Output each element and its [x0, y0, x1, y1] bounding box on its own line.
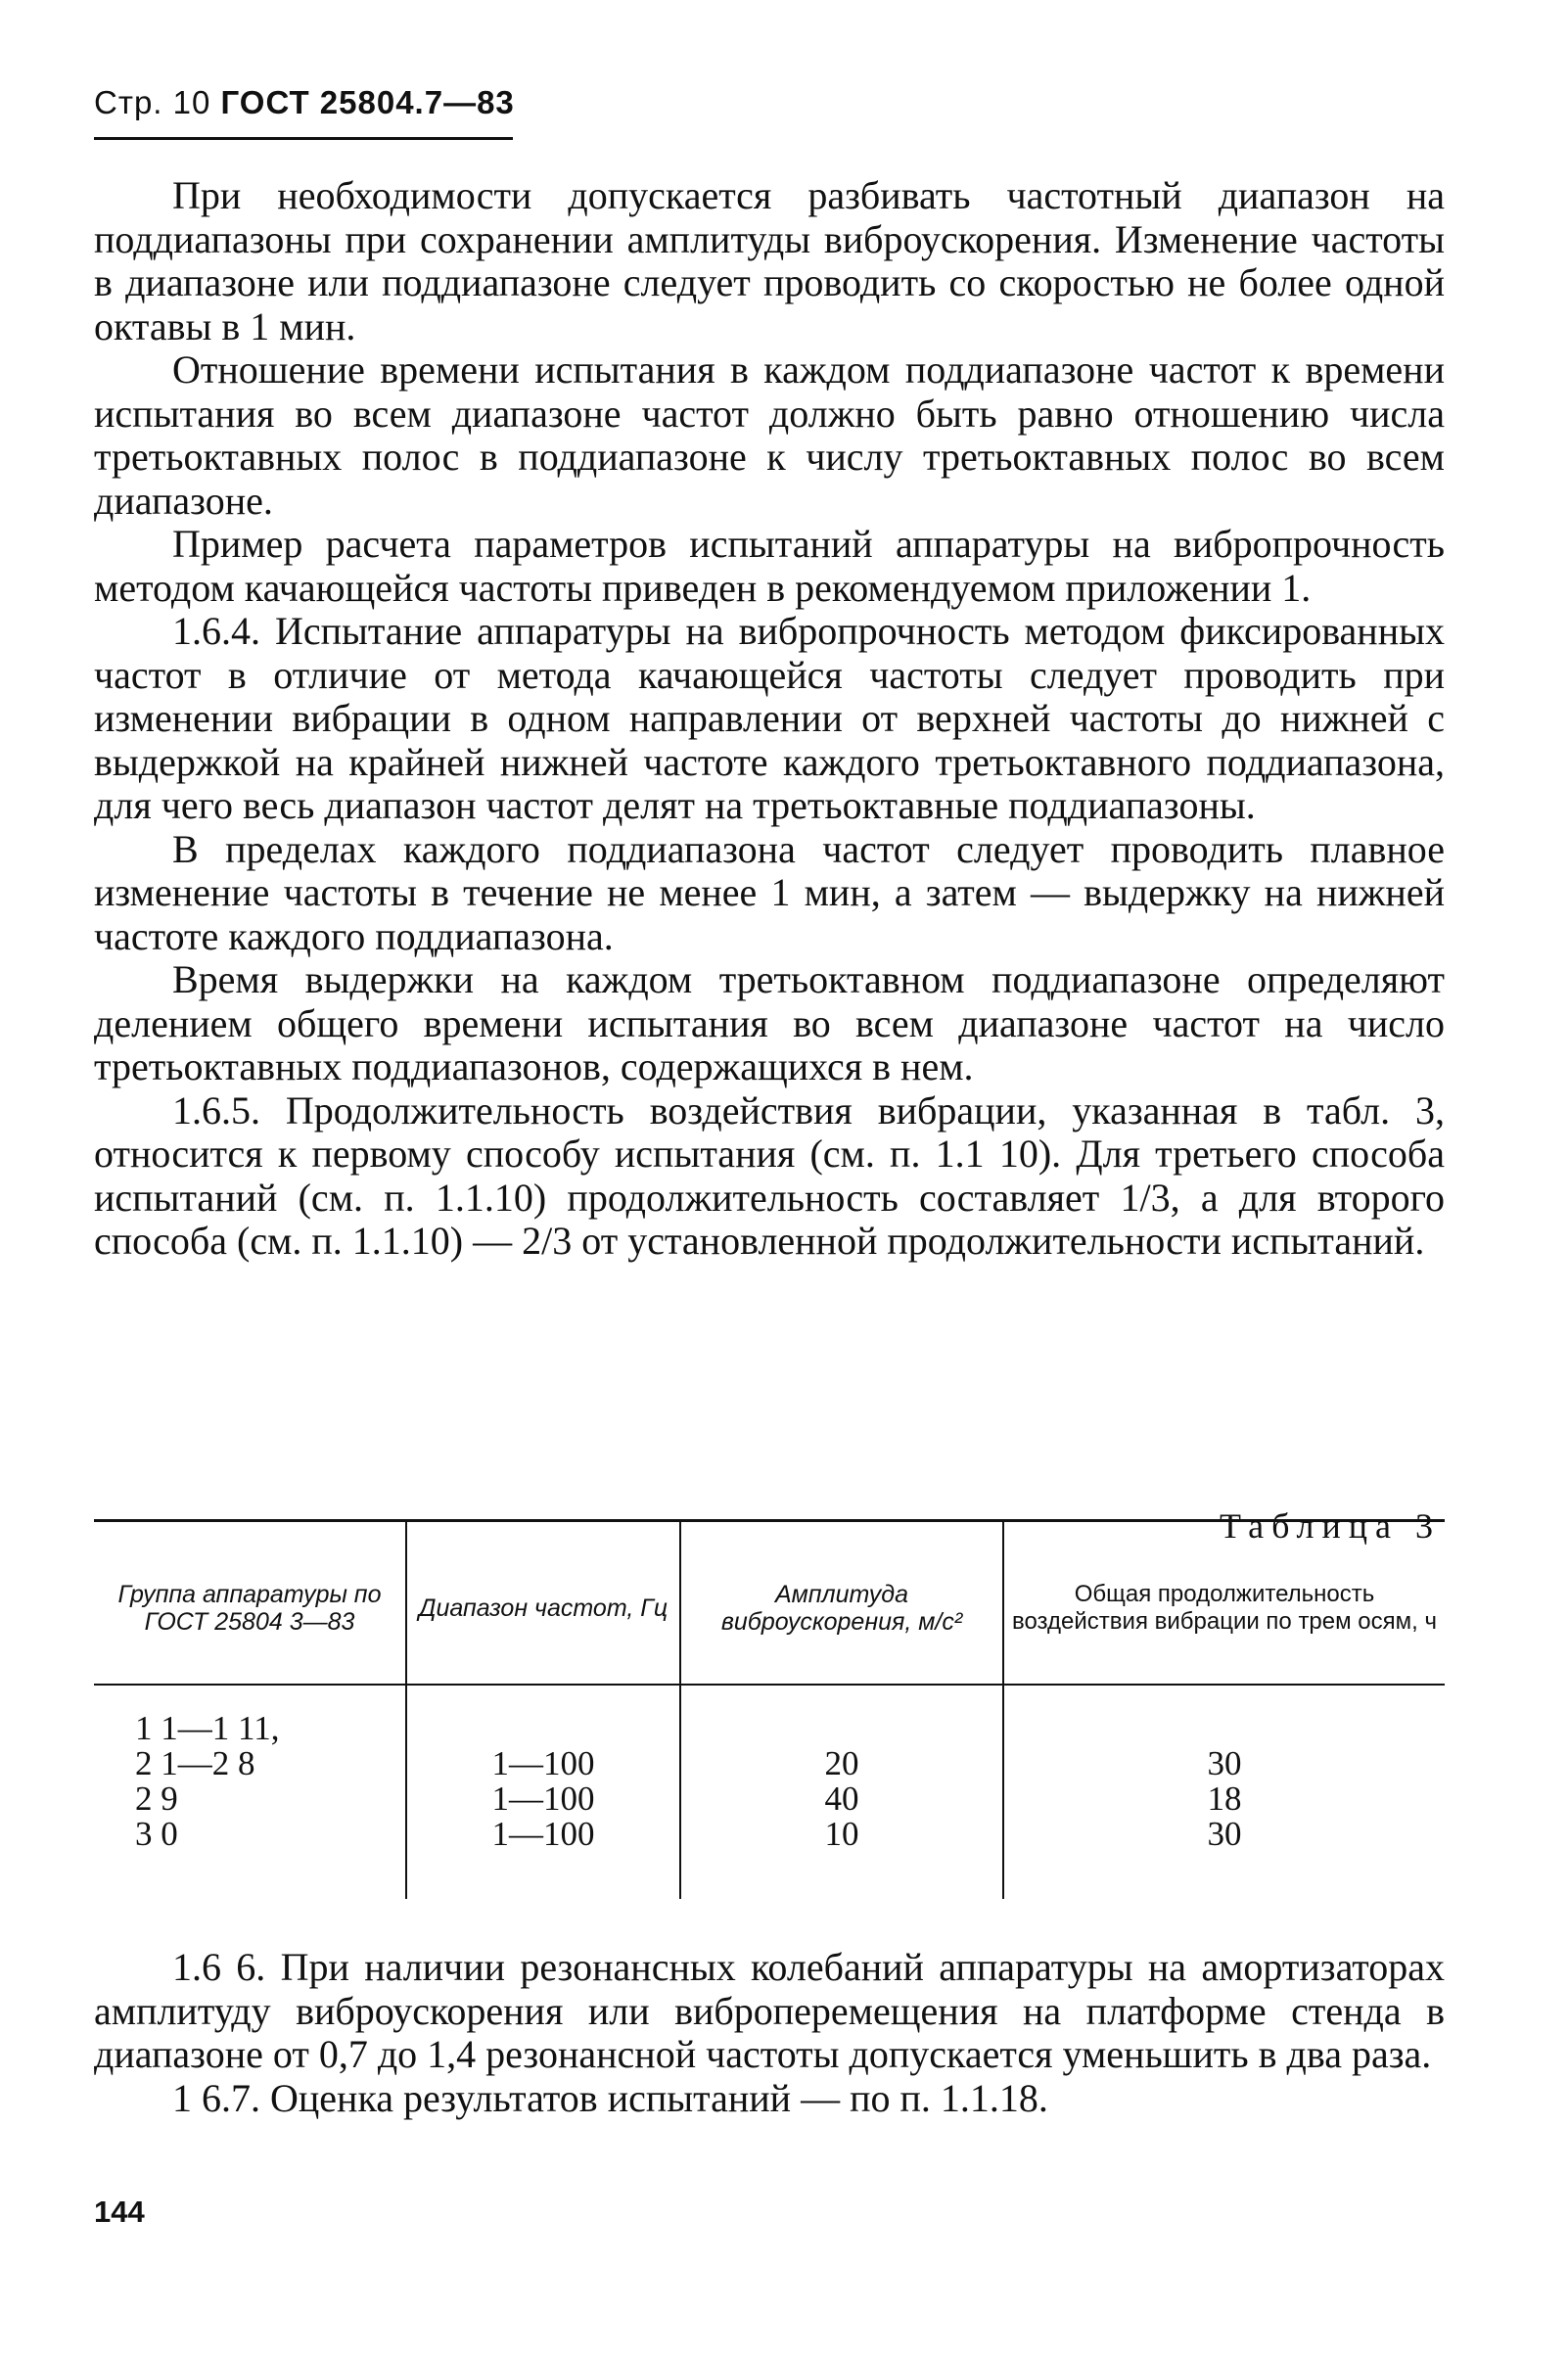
paragraph: 1 6.7. Оценка результатов испытаний — по п. 1.1.18. [172, 2075, 1048, 2120]
page-number: 144 [94, 2195, 145, 2229]
paragraph: 1.6.4. Испытание аппаратуры на вибропрочность методом фиксированных частот в отличие от метода качающейся частоты следует проводить при изменении вибрации в одном направлении от верхней частоты до нижней с выдержкой на крайней нижней частоте каждого третьоктавного поддиапазона, для чего весь диапазон частот делят на третьоктавные поддиапазоны. [94, 609, 1445, 827]
page-label: Стр. 10 [94, 84, 211, 120]
paragraph: Время выдержки на каждом третьоктавном поддиапазоне определяют делением общего времени испытания во всем диапазоне частот на число третьоктавных поддиапазонов, содержащихся в нем. [94, 957, 1445, 1088]
header-group: Группа аппаратуры по ГОСТ 25804 3—83 [117, 1581, 382, 1636]
header-frequency-range: Диапазон частот, Гц [418, 1594, 669, 1622]
table-caption: Таблица 3 [1220, 1506, 1441, 1546]
body-text [94, 174, 1445, 1264]
paragraph: 1.6.5. Продолжительность воздействия вибрации, указанная в табл. 3, относится к первому способу испытания (см. п. 1.1 10). Для третьего способа испытаний (см. п. 1.1.10) продолжительность составляет 1/3, а для второго способа (см. п. 1.1.10) — 2/3 от установленной продолжительности испытаний. [94, 1087, 1445, 1263]
table-header-rule [94, 1684, 1445, 1686]
paragraph: 1.6 6. При наличии резонансных колебаний аппаратуры на амортизаторах амплитуду виброускорения или виброперемещения на платформе стенда в диапазоне от 0,7 до 1,4 резонансной частоты допускается уменьшить в два раза. [94, 1945, 1445, 2076]
table-top-rule [94, 1519, 1445, 1522]
header-amplitude: Амплитуда виброускорения, м/с² [720, 1581, 963, 1636]
paragraph: В пределах каждого поддиапазона частот следует проводить плавное изменение частоты в течение не менее 1 мин, а затем — выдержку на нижней частоте каждого поддиапазона. [94, 826, 1445, 958]
cell-group: 1 1—1 11, 2 1—2 8 2 9 3 0 [135, 1709, 280, 1853]
header-duration: Общая продолжительность воздействия вибрации по трем осям, ч [1012, 1581, 1437, 1635]
paragraph: При необходимости допускается разбивать частотный диапазон на поддиапазоны при сохранении амплитуды виброускорения. Изменение частоты в диапазоне или поддиапазоне следует проводить со скоростью не более одной октавы в 1 мин. [94, 173, 1445, 348]
header-rule [94, 137, 513, 140]
cell-amplitude: 20 40 10 [824, 1744, 859, 1853]
page-header [94, 84, 515, 121]
cell-duration: 30 18 30 [1207, 1744, 1242, 1853]
paragraph: Отношение времени испытания в каждом поддиапазоне частот к времени испытания во всем диапазоне частот должно быть равно отношению числа третьоктавных полос в поддиапазоне к числу третьоктавных полос во всем диапазоне. [94, 347, 1445, 523]
cell-frequency-range: 1—100 1—100 1—100 [491, 1744, 595, 1853]
paragraph: Пример расчета параметров испытаний аппаратуры на вибропрочность методом качающейся частоты приведен в рекомендуемом приложении 1. [94, 522, 1445, 610]
after-table-text [94, 1946, 1445, 2120]
doc-code: ГОСТ 25804.7—83 [220, 84, 515, 120]
